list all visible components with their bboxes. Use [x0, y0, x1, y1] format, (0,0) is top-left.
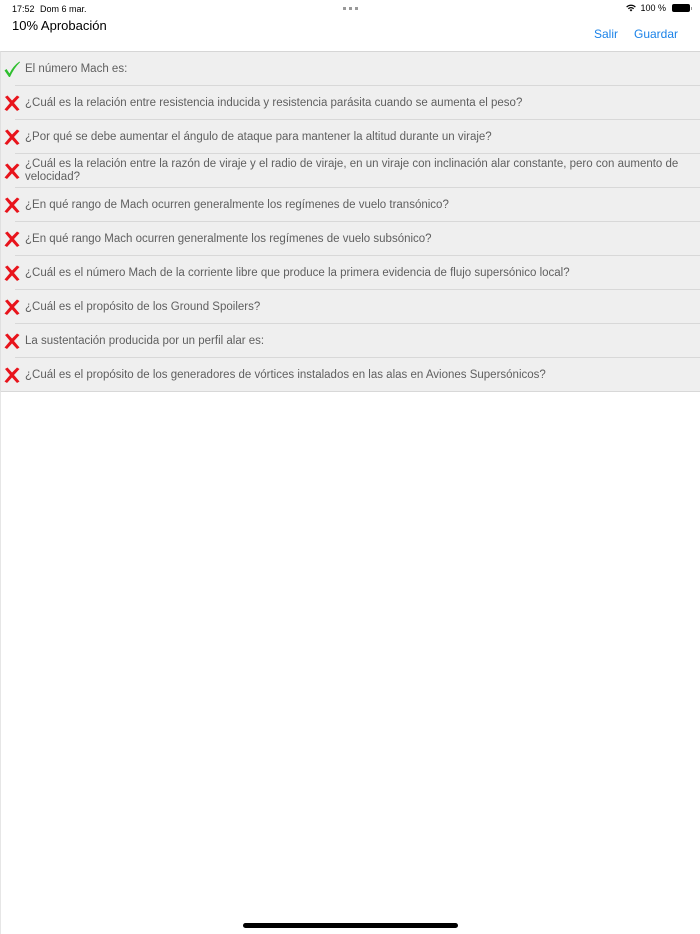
list-edge-divider: [0, 392, 1, 934]
list-item-incorrect[interactable]: [1, 324, 700, 358]
cross-icon: [3, 264, 21, 282]
cross-icon: [3, 298, 21, 316]
question-text: El número Mach es:: [25, 62, 128, 75]
save-button[interactable]: Guardar: [634, 27, 679, 41]
list-item-incorrect[interactable]: [1, 222, 700, 256]
list-item-incorrect[interactable]: [1, 120, 700, 154]
exit-button[interactable]: Salir: [594, 27, 619, 41]
list-item-incorrect[interactable]: [1, 188, 700, 222]
question-text: ¿Cuál es la relación entre resistencia inducida y resistencia parásita cuando se aumenta el peso?: [25, 96, 523, 109]
question-text: ¿En qué rango Mach ocurren generalmente los regímenes de vuelo subsónico?: [25, 232, 432, 245]
question-text: ¿Cuál es el propósito de los Ground Spoilers?: [25, 300, 261, 313]
cross-icon: [3, 128, 21, 146]
cross-icon: [3, 162, 21, 180]
cross-icon: [3, 196, 21, 214]
page-title: 10% Aprobación: [12, 18, 107, 33]
results-list: [0, 51, 700, 392]
list-item-incorrect[interactable]: [1, 86, 700, 120]
wifi-icon: [626, 4, 636, 12]
question-text: ¿Cuál es el número Mach de la corriente libre que produce la primera evidencia de flujo supersónico local?: [25, 266, 570, 279]
question-text: ¿Por qué se debe aumentar el ángulo de ataque para mantener la altitud durante un viraje?: [25, 130, 492, 143]
status-right: [626, 3, 690, 13]
question-text: ¿En qué rango de Mach ocurren generalmente los regímenes de vuelo transónico?: [25, 198, 449, 211]
cross-icon: [3, 94, 21, 112]
list-item-incorrect[interactable]: [1, 358, 700, 392]
list-item-incorrect[interactable]: [1, 290, 700, 324]
battery-icon: [672, 4, 690, 12]
battery-percent: 100 %: [640, 3, 666, 13]
status-bar: [0, 0, 700, 16]
list-item-incorrect[interactable]: [1, 154, 700, 188]
question-text: La sustentación producida por un perfil alar es:: [25, 334, 265, 347]
cross-icon: [3, 230, 21, 248]
question-text: ¿Cuál es la relación entre la razón de viraje y el radio de viraje, en un viraje con inclinación alar constante, pero con aumento de velocidad?: [25, 158, 679, 183]
status-time: 17:52: [12, 4, 35, 14]
multitasking-dots-icon[interactable]: [343, 7, 358, 10]
status-date: Dom 6 mar.: [40, 4, 87, 14]
list-item-incorrect[interactable]: [1, 256, 700, 290]
cross-icon: [3, 366, 21, 384]
list-item-correct[interactable]: [1, 52, 700, 86]
checkmark-icon: [3, 60, 21, 78]
cross-icon: [3, 332, 21, 350]
question-text: ¿Cuál es el propósito de los generadores de vórtices instalados en las alas en Aviones Supersónicos?: [25, 368, 546, 381]
home-indicator[interactable]: [243, 923, 458, 928]
